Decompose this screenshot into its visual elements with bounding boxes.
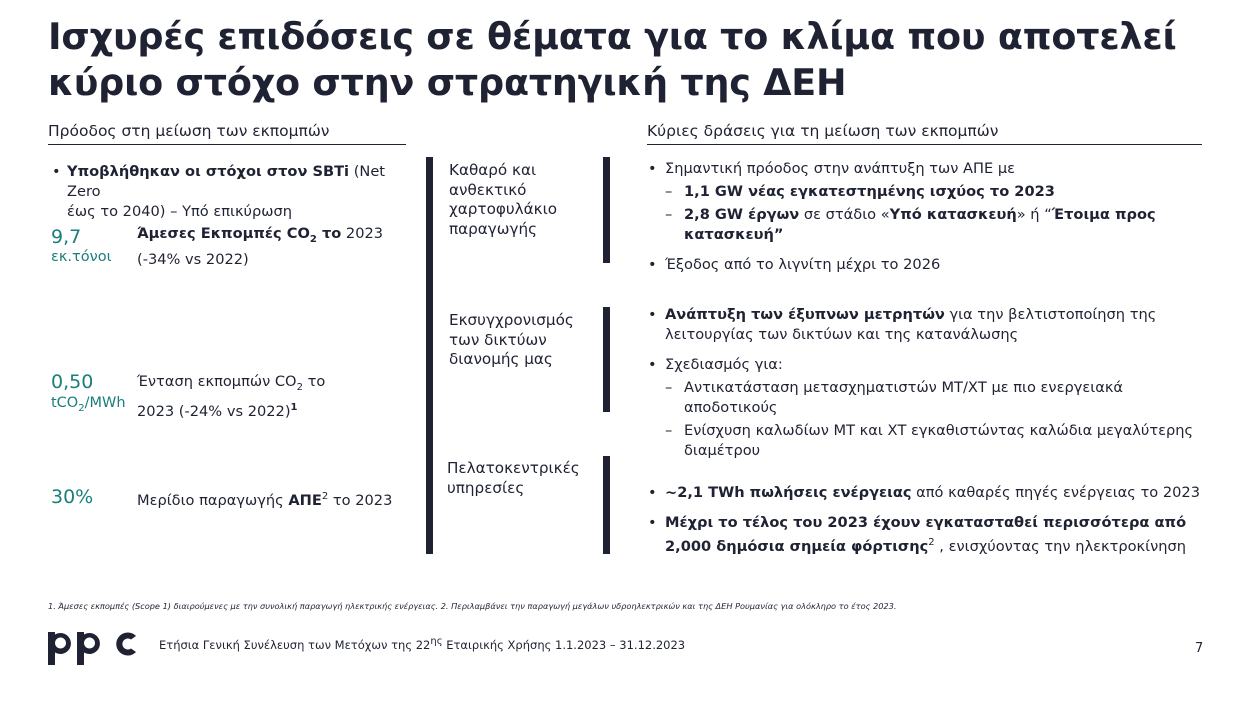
page-title: Ισχυρές επιδόσεις σε θέματα για το κλίμα που αποτελεί κύριο στόχο στην στρατηγική της ΔΕΗ <box>48 15 1177 104</box>
kpi-emissions-value: 9,7 <box>51 226 82 248</box>
sbti-bold: Υποβλήθηκαν οι στόχοι στον SBTi <box>67 163 350 180</box>
sbti-rest-2: έως το 2040) – Υπό επικύρωση <box>67 203 292 220</box>
category-generation-portfolio: Καθαρό και ανθεκτικό χαρτοφυλάκιο παραγωγής <box>449 161 558 238</box>
kpi-res-share-value: 30% <box>51 486 94 508</box>
lignite-exit-bullet: • Έξοδος από το λιγνίτη μέχρι το 2026 <box>648 256 941 273</box>
transformer-replacement-item: – Αντικατάσταση μετασχηματιστών ΜΤ/ΧΤ με πιο ενεργειακά αποδοτικούς <box>665 379 1124 416</box>
res-progress-bullet: • Σημαντική πρόοδος στην ανάπτυξη των ΑΠΕ με <box>648 160 1016 177</box>
page-number: 7 <box>1195 641 1204 656</box>
group-bar-generation <box>603 157 610 263</box>
res-pipeline-item: – 2,8 GW έργων σε στάδιο «Υπό κατασκευή» ή “Έτοιμα προς κατασκευή” <box>665 206 1156 243</box>
planning-bullet: • Σχεδιασμός για: <box>648 356 783 373</box>
category-customer-services: Πελατοκεντρικές υπηρεσίες <box>447 459 580 497</box>
sbti-bullet <box>52 162 412 222</box>
group-bar-network <box>603 307 610 412</box>
kpi-res-share-text: Μερίδιο παραγωγής ΑΠΕ$^2$ το 2023 <box>137 491 393 509</box>
charging-points-bullet: • Μέχρι το τέλος του 2023 έχουν εγκατασταθεί περισσότερα από 2,000 δημόσια σημεία φόρτισης$^2$ , ενισχύοντας την ηλεκτροκίνηση <box>648 514 1187 555</box>
clean-energy-sales-bullet: • ~2,1 TWh πωλήσεις ενέργειας από καθαρές πηγές ενέργειας το 2023 <box>648 484 1200 501</box>
ppc-logo-icon <box>46 629 138 667</box>
left-section-heading: Πρόοδος στη μείωση των εκπομπών <box>48 122 406 145</box>
right-section-heading: Κύριες δράσεις για τη μείωση των εκπομπών <box>647 122 1202 145</box>
bullet-dot: • <box>52 163 61 180</box>
smart-meters-bullet: • Ανάπτυξη των έξυπνων μετρητών για την βελτιστοποίηση της λειτουργίας των δικτύων και της κατανάλωσης <box>648 306 1157 343</box>
footnote: 1. Άμεσες εκπομπές (Scope 1) διαιρούμενες με την συνολική παραγωγή ηλεκτρικής ενέργειας. 2. Περιλαμβάνει την παραγωγή μεγάλων υδροηλεκτρικών και της ΔΕΗ Ρουμανίας για ολόκληρο το έτος 2023. <box>48 601 897 611</box>
sbti-rest-1: (Net Zero <box>67 163 386 200</box>
center-divider-bar <box>426 157 433 554</box>
kpi-intensity-text: Ένταση εκπομπών $CO_2$ το 2023 (-24% vs 2022)$^1$ <box>137 373 326 420</box>
group-bar-customer <box>603 456 610 554</box>
category-network-modernisation: Εκσυγχρονισμός των δικτύων διανομής μας <box>449 311 574 368</box>
cable-reinforcement-item: – Ενίσχυση καλωδίων ΜΤ και ΧΤ εγκαθιστώντας καλώδια μεγαλύτερης διαμέτρου <box>665 422 1194 459</box>
kpi-emissions-text: Άμεσες Εκπομπές $CO_2$ το 2023 (-34% vs 2022) <box>137 225 384 268</box>
kpi-emissions-unit: εκ.τόνοι <box>51 249 112 265</box>
res-new-capacity-item: – 1,1 GW νέας εγκατεστημένης ισχύος το 2023 <box>665 183 1055 200</box>
kpi-intensity-unit: tCO$_2$/MWh <box>51 395 126 414</box>
footer-meeting-text: Ετήσια Γενική Συνέλευση των Μετόχων της $22^{\eta\varsigma}$ Εταιρικής Χρήσης 1.1.2023 – 31.12.2023 <box>159 636 686 652</box>
kpi-intensity-value: 0,50 <box>51 371 94 393</box>
